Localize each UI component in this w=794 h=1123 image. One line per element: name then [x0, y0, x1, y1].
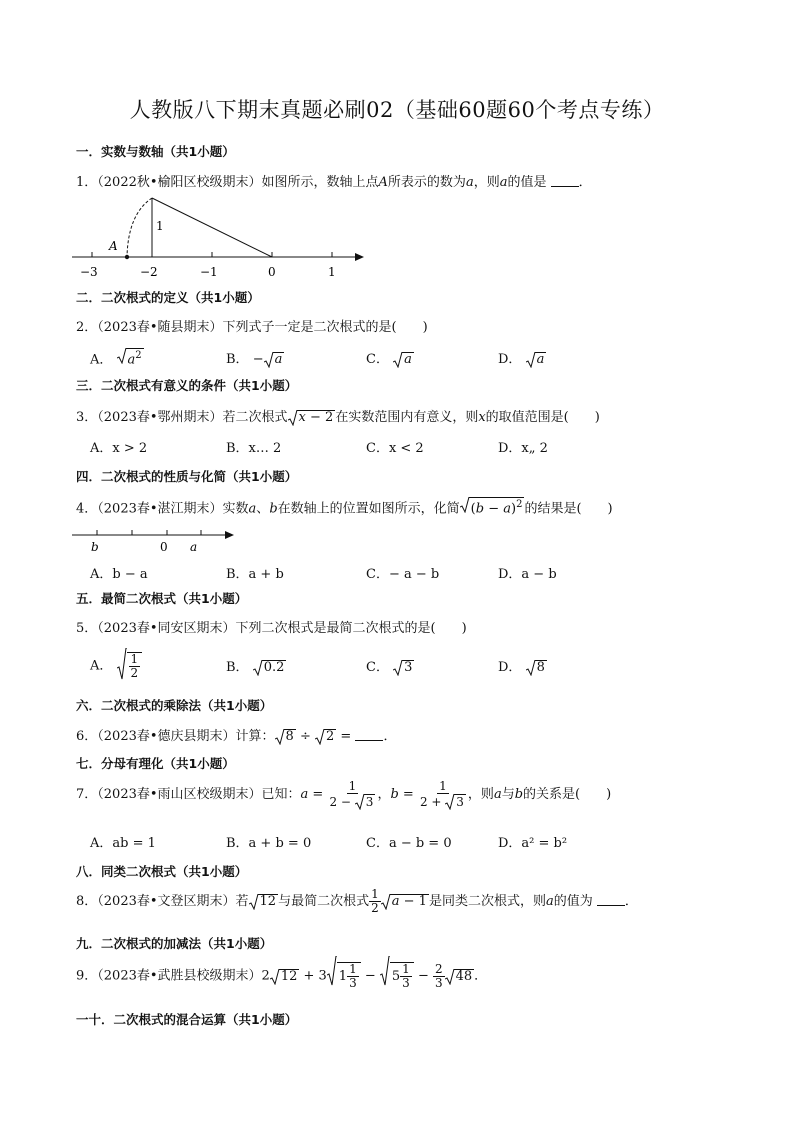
option-c: C． 3 [366, 660, 413, 675]
option-a: A．b − a [90, 567, 148, 582]
tick-label: 0 [268, 265, 276, 279]
option-d: D．x„ 2 [498, 441, 548, 456]
tick-label: −3 [80, 265, 98, 279]
option-c: C．a − b = 0 [366, 836, 452, 851]
tick-label: 1 [328, 265, 336, 279]
section-heading-5: 五．最简二次根式（共1小题） [76, 591, 248, 606]
answer-blank [597, 893, 625, 906]
option-b: B．x… 2 [226, 441, 282, 456]
axis-label-b: b [91, 540, 99, 554]
section-heading-8: 八．同类二次根式（共1小题） [76, 864, 248, 879]
option-b: B． − a [226, 352, 283, 367]
axis-label-zero: 0 [160, 540, 168, 554]
tick-label: −1 [200, 265, 218, 279]
section-heading-6: 六．二次根式的乘除法（共1小题） [76, 698, 273, 713]
section-heading-9: 九．二次根式的加减法（共1小题） [76, 936, 273, 951]
section-heading-1: 一．实数与数轴（共1小题） [76, 144, 235, 159]
option-a: A． $a^2$ [90, 350, 142, 368]
option-a: A．x > 2 [90, 441, 148, 456]
height-label: 1 [156, 219, 164, 233]
option-b: B． 0.2 [226, 660, 285, 675]
option-d: D． a [498, 352, 545, 367]
option-c: C．x < 2 [366, 441, 424, 456]
section-heading-7: 七．分母有理化（共1小题） [76, 756, 235, 771]
page-title: 人教版八下期末真题必刷02（基础60题60个考点专练） [129, 98, 665, 122]
question-6: 6．（2023春•德庆县期末）计算： 8 ÷ 2 = ． [76, 729, 397, 744]
section-heading-10: 一十．二次根式的混合运算（共1小题） [76, 1012, 298, 1027]
option-d: D．a − b [498, 567, 557, 582]
axis-label-a: a [190, 540, 198, 554]
option-d: D．a² = b² [498, 836, 568, 851]
tick-label: −2 [140, 265, 158, 279]
question-9: 9．（2023春•武胜县校级期末）2 12 + 3 1 $\frac{1}{3}$ − 5 $\frac{1}{3}$ − $\frac{2}{3}$ 48 ． [76, 962, 487, 990]
question-8: 8．（2023春•文登区期末）若 12 与最简二次根式 $\frac{1}{2}$ a − 1 是同类二次根式，则a的值为 ． [76, 887, 638, 915]
question-7: 7．（2023春•雨山区校级期末）已知：a = 1 2 − 3 ，b = 1 2 + 3 ，则a与b的关系是( ) [76, 779, 612, 809]
answer-blank [551, 174, 579, 187]
number-line-figure-1 [70, 192, 370, 282]
option-d: D． 8 [498, 660, 545, 675]
question-3: 3．（2023春•鄂州期末）若二次根式 x − 2 在实数范围内有意义，则x的取值范围是( ) [76, 410, 600, 425]
option-a: A． $\frac{1}{2}$ [90, 652, 142, 680]
point-a-label: A [109, 239, 118, 253]
section-heading-4: 四．二次根式的性质与化简（共1小题） [76, 469, 298, 484]
section-heading-3: 三．二次根式有意义的条件（共1小题） [76, 378, 298, 393]
answer-blank [355, 728, 383, 741]
option-c: C．− a − b [366, 567, 440, 582]
question-4: 4．（2023春•湛江期末）实数a、b在数轴上的位置如图所示，化简 $(b - a)^2$ 的结果是( ) [76, 499, 613, 517]
option-a: A．ab = 1 [90, 836, 156, 851]
option-b: B．a + b = 0 [226, 836, 312, 851]
question-1: 1．（2022秋•榆阳区校级期末）如图所示，数轴上点A所表示的数为a，则a的值是 ． [76, 175, 592, 190]
option-c: C． a [366, 352, 412, 367]
number-line-figure-4 [70, 524, 240, 554]
option-b: B．a + b [226, 567, 284, 582]
question-2: 2．（2023春•随县期末）下列式子一定是二次根式的是( ) [76, 320, 428, 335]
section-heading-2: 二．二次根式的定义（共1小题） [76, 290, 260, 305]
question-5: 5．（2023春•同安区期末）下列二次根式是最简二次根式的是( ) [76, 621, 467, 636]
